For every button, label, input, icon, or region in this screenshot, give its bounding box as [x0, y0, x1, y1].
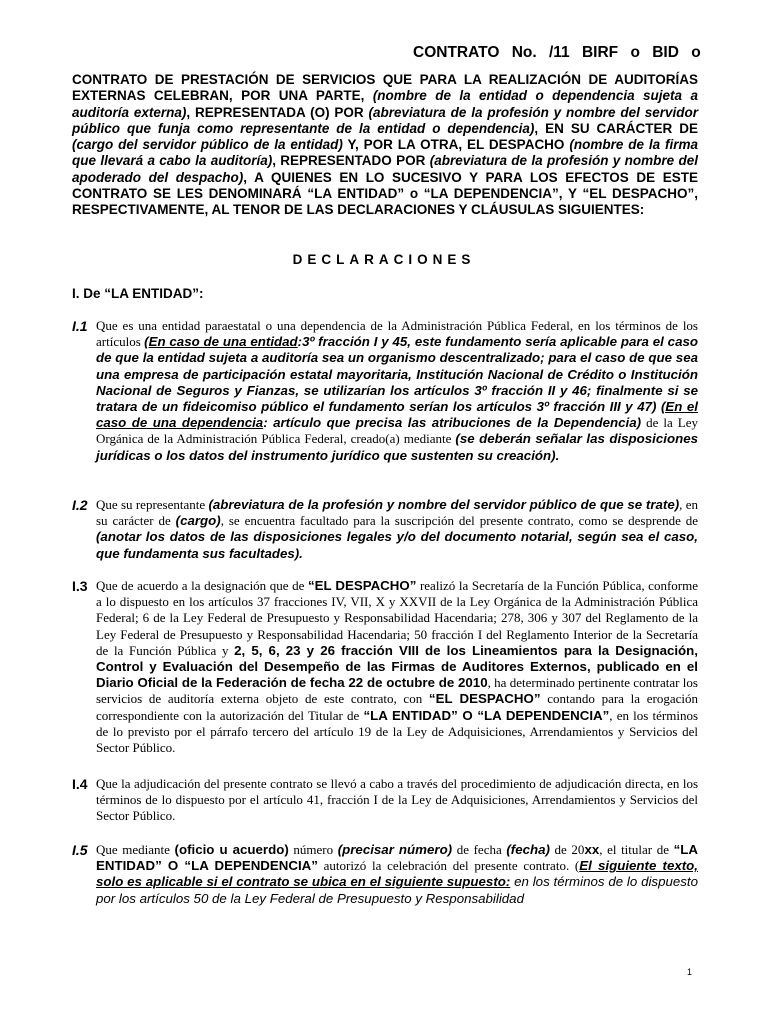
contract-number-suffix: /11 BIRF o BID o: [548, 44, 701, 61]
declaraciones-heading: DECLARACIONES: [292, 252, 476, 267]
declaration-label: I.1: [72, 318, 88, 334]
section-heading-entidad: I. De “LA ENTIDAD”:: [72, 286, 204, 301]
contract-title: CONTRATO No.: [413, 44, 537, 61]
page-number: 1: [687, 967, 693, 977]
declaration-label: I.5: [72, 842, 88, 858]
declaration-label: I.2: [72, 497, 88, 513]
declaration-label: I.3: [72, 578, 88, 594]
declaration-i2: I.2 Que su representante (abreviatura de la profesión y nombre del servidor público de que se trate), en su carácter de (cargo), se encuentra facultado para la suscripción del presente contrato, como se desprende de (anotar los datos de las disposiciones legales y/o del documento notarial, según sea el caso, que fundamenta sus facultades).: [72, 497, 698, 561]
declaration-i3: I.3 Que de acuerdo a la designación que de “EL DESPACHO” realizó la Secretaría de la Función Pública, conforme a lo dispuesto en los artículos 37 fracciones IV, VII, X y XXVII de la Ley Orgánica de la Administración Pública Federal; 6 de la Ley Federal de Presupuesto y Responsabilidad Hacendaria; 278, 306 y 307 del Reglamento de la Ley Federal de Presupuesto y Responsabilidad Hacendaria; 50 fracción I del Reglamento Interior de la Secretaría de la Función Pública y 2, 5, 6, 23 y 26 fracción VIII de los Lineamientos para la Designación, Control y Evaluación del Desempeño de las Firmas de Auditores Externos, publicado en el Diario Oficial de la Federación de fecha 22 de octubre de 2010, ha determinado pertinente contratar los servicios de auditoría externa objeto de este contrato, con “EL DESPACHO” contando para la erogación correspondiente con la autorización del Titular de “LA ENTIDAD” O “LA DEPENDENCIA”, en los términos de lo previsto por el párrafo tercero del artículo 19 de la Ley de Adquisiciones, Arrendamientos y Servicios del Sector Público.: [72, 578, 698, 756]
declaration-i5: I.5 Que mediante (oficio u acuerdo) número (precisar número) de fecha (fecha) de 20xx, el titular de “LA ENTIDAD” O “LA DEPENDENCIA” autorizó la celebración del presente contrato. (El siguiente texto, solo es aplicable si el contrato se ubica en el siguiente supuesto: en los términos de lo dispuesto por los artículos 50 de la Ley Federal de Presupuesto y Responsabilidad: [72, 842, 698, 906]
contract-number-header: [413, 44, 701, 62]
declaration-i1: I.1 Que es una entidad paraestatal o una dependencia de la Administración Pública Federal, en los términos de los artículos (En caso de una entidad:3º fracción I y 45, este fundamento sería aplicable para el caso de que la entidad sujeta a auditoría sea un organismo descentralizado; para el caso de que sea una empresa de participación estatal mayoritaria, Institución Nacional de Crédito o Institución Nacional de Seguros y Fianzas, se utilizarían los artículos 3º fracción II y 46; finalmente si se tratara de un fideicomiso público el fundamento serían los artículos 3º fracción III y 47) (En el caso de una dependencia: artículo que precisa las atribuciones de la Dependencia) de la Ley Orgánica de la Administración Pública Federal, creado(a) mediante (se deberán señalar las disposiciones jurídicas o los datos del instrumento jurídico que sustenten su creación).: [72, 318, 699, 463]
intro-paragraph: CONTRATO DE PRESTACIÓN DE SERVICIOS QUE PARA LA REALIZACIÓN DE AUDITORÍAS EXTERNAS CELEBRAN, POR UNA PARTE, (nombre de la entidad o dependencia sujeta a auditoría externa), REPRESENTADA (O) POR (abreviatura de la profesión y nombre del servidor público que funja como representante de la entidad o dependencia), EN SU CARÁCTER DE (cargo del servidor público de la entidad) Y, POR LA OTRA, EL DESPACHO (nombre de la firma que llevará a cabo la auditoría), REPRESENTADO POR (abreviatura de la profesión y nombre del apoderado del despacho), A QUIENES EN LO SUCESIVO Y PARA LOS EFECTOS DE ESTE CONTRATO SE LES DENOMINARÁ “LA ENTIDAD” o “LA DEPENDENCIA”, Y “EL DESPACHO”, RESPECTIVAMENTE, AL TENOR DE LAS DECLARACIONES Y CLÁUSULAS SIGUIENTES:: [72, 72, 699, 218]
declaration-i4: I.4 Que la adjudicación del presente contrato se llevó a cabo a través del procedimiento de adjudicación directa, en los términos de lo dispuesto por el artículo 41, fracción I de la Ley de Adquisiciones, Arrendamientos y Servicios del Sector Público.: [72, 776, 698, 824]
declaration-label: I.4: [72, 776, 88, 792]
